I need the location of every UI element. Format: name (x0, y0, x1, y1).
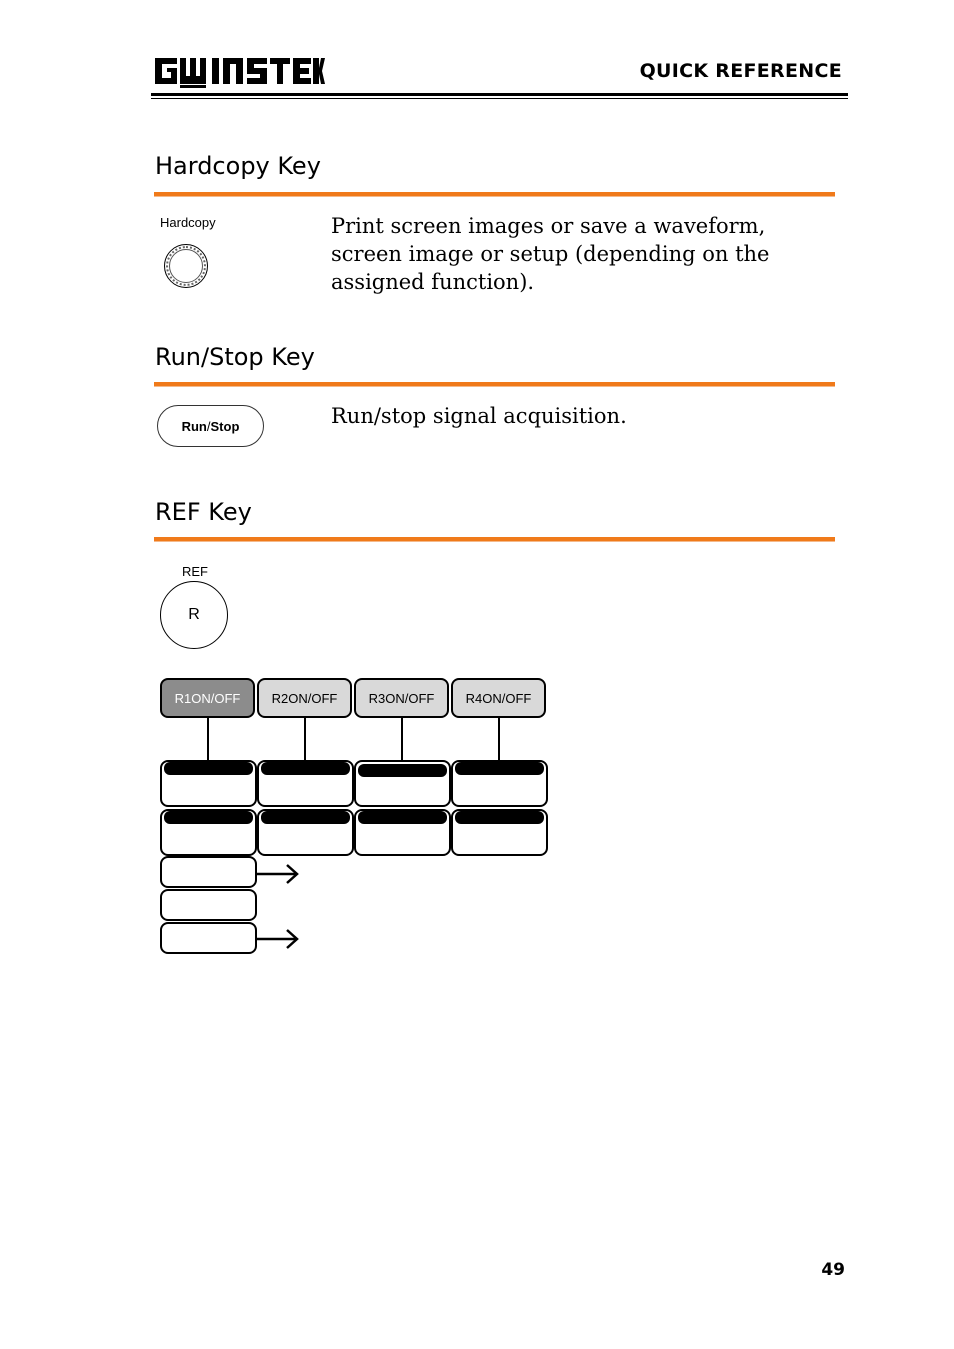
gw-instek-logo (153, 54, 325, 88)
runstop-label-stop: Stop (210, 418, 240, 434)
ref-key-caption: REF (182, 564, 208, 579)
submenu-box (160, 856, 257, 888)
runstop-key-icon (157, 405, 264, 447)
submenu-box (160, 889, 257, 921)
submenu-box (160, 922, 257, 954)
section-title-hardcopy: Hardcopy Key (155, 152, 321, 180)
runstop-label-run: Run (181, 418, 207, 434)
softkey-r3: R3ON/OFF (354, 678, 449, 718)
section-title-runstop: Run/Stop Key (155, 343, 315, 371)
runstop-label-sep: / (206, 418, 211, 434)
menu-box (160, 760, 257, 807)
softkey-r2: R2ON/OFF (257, 678, 352, 718)
runstop-description: Run/stop signal acquisition. (331, 404, 627, 428)
right-arrow-icon (255, 862, 305, 886)
menu-connector-lines (150, 716, 570, 766)
section-rule (154, 537, 835, 542)
hardcopy-key-label: Hardcopy (160, 215, 216, 230)
menu-box (160, 809, 257, 856)
menu-box (257, 809, 354, 856)
section-rule (154, 382, 835, 387)
section-title-ref: REF Key (155, 498, 252, 526)
softkey-r4: R4ON/OFF (451, 678, 546, 718)
right-arrow-icon (255, 927, 305, 951)
ref-key-label: R (188, 606, 200, 623)
hardcopy-knob-icon (164, 244, 208, 288)
menu-box (451, 809, 548, 856)
menu-box (354, 809, 451, 856)
page-number: 49 (821, 1260, 845, 1280)
header-section-label: QUICK REFERENCE (639, 60, 842, 82)
ref-key-icon (160, 581, 228, 649)
menu-box (354, 760, 451, 807)
header-rule-thin (151, 98, 848, 99)
softkey-r1: R1ON/OFF (160, 678, 255, 718)
menu-box (257, 760, 354, 807)
header-rule (151, 93, 848, 96)
hardcopy-description: Print screen images or save a waveform, screen image or setup (depending on the assigned function). (331, 214, 770, 294)
section-rule (154, 192, 835, 197)
menu-box (451, 760, 548, 807)
